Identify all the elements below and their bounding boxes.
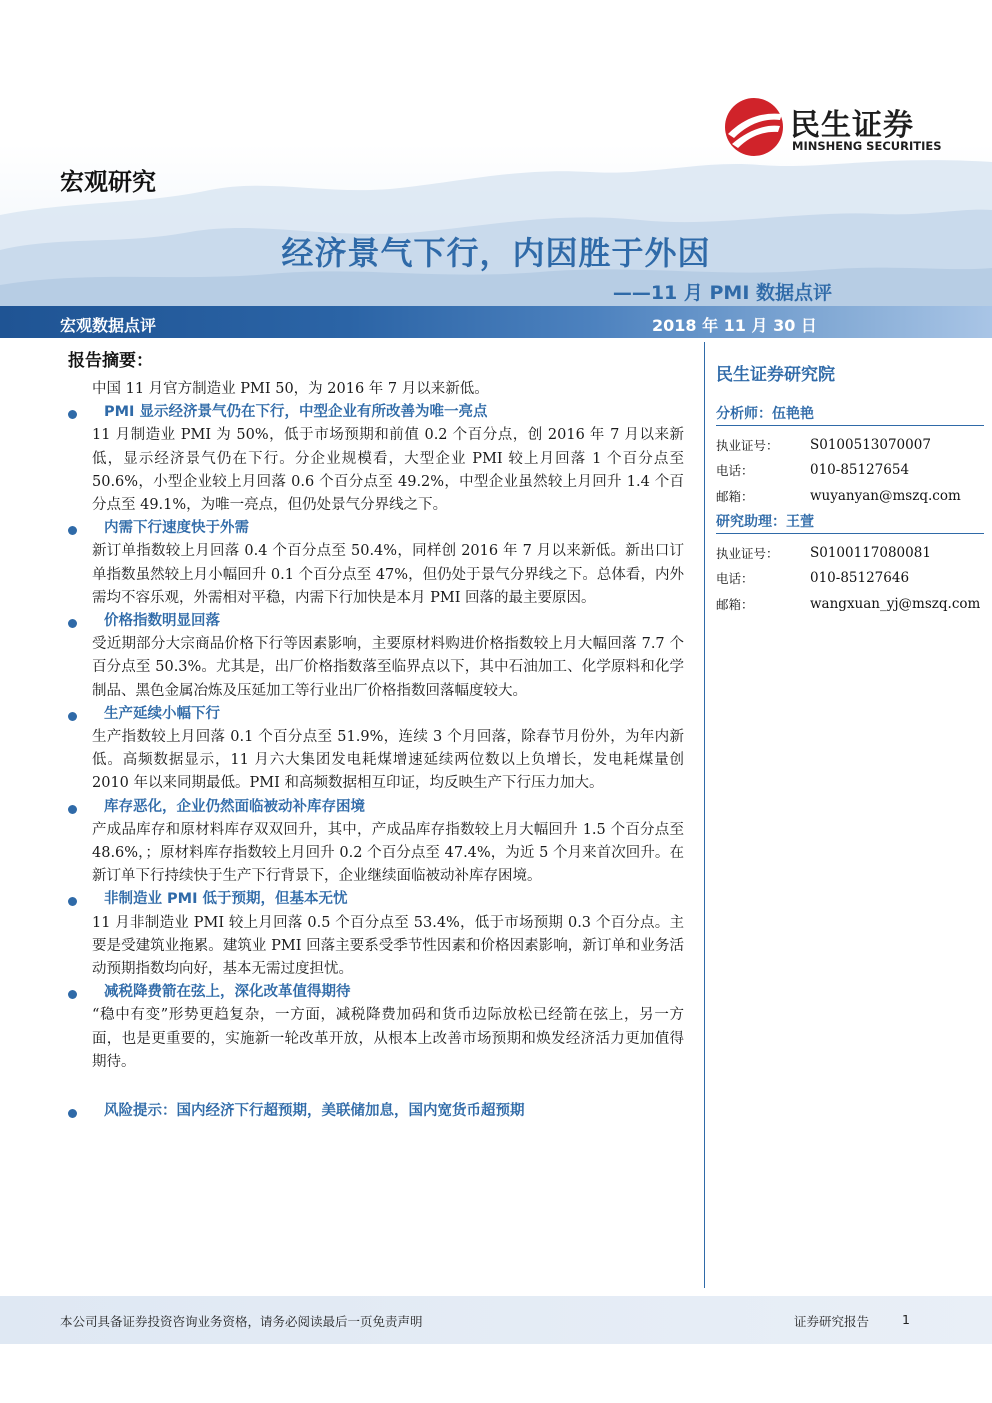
bullet-dot-icon	[68, 897, 77, 906]
analyst-phone: 电话： 010-85127654	[716, 462, 910, 479]
summary-heading: 报告摘要：	[68, 351, 153, 371]
section-body: “稳中有变”形势更趋复杂，一方面，减税降费加码和货币边际放松已经箭在弦上，另一方面，也是更重要的，实施新一轮改革开放，从根本上改善市场预期和焕发经济活力更加值得期待。	[92, 1007, 684, 1070]
section-body: 产成品库存和原材料库存双双回升，其中，产成品库存指数较上月大幅回升 1.5 个百分点至 48.6%，；原材料库存指数较上月回升 0.2 个百分点至 47.4%，为近 5 个月来首次回升。在新订单下行持续快于生产下行背景下，企业继续面临被动补库存困境。	[92, 821, 684, 885]
page-number: 1	[902, 1312, 910, 1327]
assistant-license: 执业证号： S0100117080081	[716, 544, 931, 561]
risk-warning: 风险提示：国内经济下行超预期，美联储加息，国内宽货币超预期	[104, 1100, 684, 1123]
section-body: 生产指数较上月回落 0.1 个百分点至 51.9%，连续 3 个月回落，除春节月份外，为年内新低。高频数据显示，11 月六大集团发电耗煤增速延续两位数以上负增长，发电耗煤量创 2010 年以来同期最低。PMI 和高频数据相互印证，均反映生产下行压力加大。	[92, 729, 684, 792]
bullet-dot-icon	[68, 990, 77, 999]
assistant-heading: 研究助理：王萱	[716, 511, 984, 534]
assistant-phone: 电话： 010-85127646	[716, 570, 910, 587]
section-heading: 内需下行速度快于外需	[104, 517, 684, 540]
section-body: 11 月制造业 PMI 为 50%，低于市场预期和前值 0.2 个百分点，创 2016 年 7 月以来新低，显示经济景气仍在下行。分企业规模看，大型企业 PMI 较上月回落 1 个百分点至 50.6%，小型企业较上月回落 0.6 个百分点至 49.2%，中型企业虽然较上月回升 1.4 个百分点至 49.1%，为唯一亮点，但仍处景气分界线之下。	[92, 427, 684, 514]
summary-intro: 中国 11 月官方制造业 PMI 50，为 2016 年 7 月以来新低。	[92, 381, 489, 397]
section-body: 11 月非制造业 PMI 较上月回落 0.5 个百分点至 53.4%，低于市场预期 0.3 个百分点。主要是受建筑业拖累。建筑业 PMI 回落主要系受季节性因素和价格因素影响，新订单和业务活动预期指数均向好，基本无需过度担忧。	[92, 914, 684, 978]
bullet-dot-icon	[68, 712, 77, 721]
section-heading: 库存恶化，企业仍然面临被动补库存困境	[104, 796, 684, 819]
assistant-email[interactable]: 邮箱： wangxuan_yj@mszq.com	[716, 595, 981, 612]
bullet-dot-icon	[68, 619, 77, 628]
summary-body	[62, 378, 684, 1123]
column-divider	[704, 342, 705, 1288]
report-date: 2018 年 11 月 30 日	[652, 316, 817, 335]
report-type-label: 宏观数据点评	[60, 316, 157, 335]
section-heading: 生产延续小幅下行	[104, 703, 684, 726]
footer-disclaimer: 本公司具备证券投资咨询业务资格，请务必阅读最后一页免责声明	[60, 1314, 423, 1329]
logo-chinese-name: 民生证券	[790, 108, 914, 143]
analyst-heading: 分析师：伍艳艳	[716, 403, 984, 426]
bullet-dot-icon	[68, 1109, 77, 1118]
bullet-dot-icon	[68, 526, 77, 535]
report-title: 经济景气下行，内因胜于外因	[281, 234, 711, 272]
section-heading: 减税降费箭在弦上，深化改革值得期待	[104, 981, 684, 1004]
bullet-dot-icon	[68, 805, 77, 814]
section-heading: 非制造业 PMI 低于预期，但基本无忧	[104, 888, 684, 911]
section-body: 新订单指数较上月回落 0.4 个百分点至 50.4%，同样创 2016 年 7 月以来新低。新出口订单指数虽然较上月小幅回升 0.1 个百分点至 47%，但仍处于景气分界线之下。总体看，内外需均不容乐观，外需相对平稳，内需下行加快是本月 PMI 回落的最主要原因。	[92, 543, 684, 606]
logo-english-name: MINSHENG SECURITIES	[792, 139, 942, 153]
report-subtitle: ——11 月 PMI 数据点评	[612, 282, 832, 304]
bullet-dot-icon	[68, 410, 77, 419]
analyst-email[interactable]: 邮箱： wuyanyan@mszq.com	[716, 487, 961, 504]
sidebar	[716, 360, 984, 617]
institute-name: 民生证券研究院	[716, 365, 835, 385]
footer-doc-type: 证券研究报告	[794, 1314, 870, 1329]
section-heading: 价格指数明显回落	[104, 610, 684, 633]
section-body: 受近期部分大宗商品价格下行等因素影响，主要原材料购进价格指数较上月大幅回落 7.7 个百分点至 50.3%。尤其是，出厂价格指数落至临界点以下，其中石油加工、化学原料和化学制品、黑色金属冶炼及压延加工等行业出厂价格指数回落幅度较大。	[92, 636, 684, 699]
analyst-license: 执业证号： S0100513070007	[716, 436, 931, 453]
report-category: 宏观研究	[60, 168, 156, 196]
section-heading: PMI 显示经济景气仍在下行，中型企业有所改善为唯一亮点	[104, 401, 684, 424]
